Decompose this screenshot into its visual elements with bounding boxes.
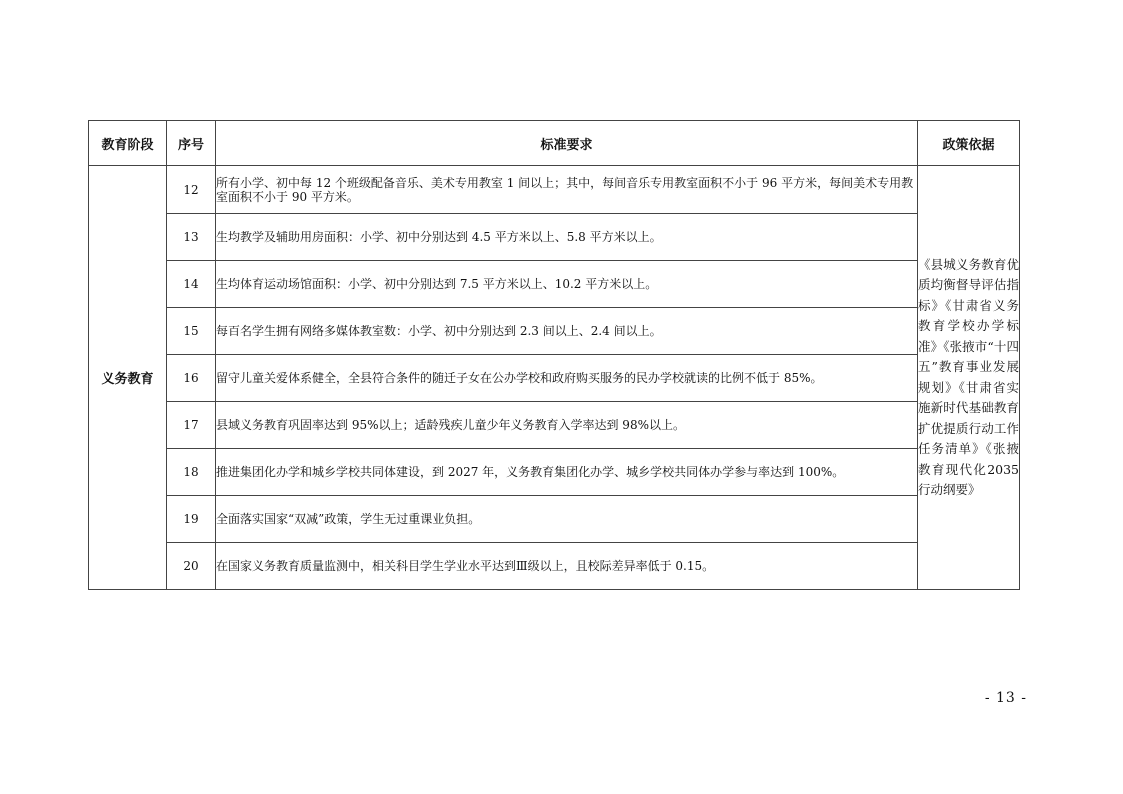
requirement-text: 全面落实国家“双减”政策，学生无过重课业负担。: [216, 496, 918, 543]
row-number: 19: [167, 496, 216, 543]
requirement-text: 在国家义务教育质量监测中，相关科目学生学业水平达到Ⅲ级以上，且校际差异率低于 0.15。: [216, 543, 918, 590]
requirement-text: 县域义务教育巩固率达到 95%以上；适龄残疾儿童少年义务教育入学率达到 98%以上。: [216, 402, 918, 449]
requirement-text: 留守儿童关爱体系健全，全县符合条件的随迁子女在公办学校和政府购买服务的民办学校就读的比例不低于 85%。: [216, 355, 918, 402]
header-policy-basis: 政策依据: [918, 121, 1020, 166]
table-row: [89, 543, 1020, 590]
page-number: - 13 -: [984, 690, 1027, 706]
table-row: [89, 355, 1020, 402]
requirement-text: 每百名学生拥有网络多媒体教室数：小学、初中分别达到 2.3 间以上、2.4 间以上。: [216, 308, 918, 355]
table-row: [89, 308, 1020, 355]
requirement-text: 生均体育运动场馆面积：小学、初中分别达到 7.5 平方米以上、10.2 平方米以上。: [216, 261, 918, 308]
row-number: 18: [167, 449, 216, 496]
row-number: 20: [167, 543, 216, 590]
row-number: 15: [167, 308, 216, 355]
row-number: 13: [167, 214, 216, 261]
header-stage: 教育阶段: [89, 121, 167, 166]
standards-table: [88, 120, 1020, 590]
table-row: [89, 402, 1020, 449]
table-row: [89, 166, 1020, 214]
requirement-text: 生均教学及辅助用房面积：小学、初中分别达到 4.5 平方米以上、5.8 平方米以上。: [216, 214, 918, 261]
stage-cell: 义务教育: [89, 166, 167, 590]
row-number: 14: [167, 261, 216, 308]
row-number: 12: [167, 166, 216, 214]
header-number: 序号: [167, 121, 216, 166]
table-row: [89, 261, 1020, 308]
header-requirement: 标准要求: [216, 121, 918, 166]
requirement-text: 推进集团化办学和城乡学校共同体建设，到 2027 年，义务教育集团化办学、城乡学校共同体办学参与率达到 100%。: [216, 449, 918, 496]
table-header-row: [89, 121, 1020, 166]
row-number: 17: [167, 402, 216, 449]
requirement-text: 所有小学、初中每 12 个班级配备音乐、美术专用教室 1 间以上；其中，每间音乐专用教室面积不小于 96 平方米，每间美术专用教室面积不小于 90 平方米。: [216, 166, 918, 214]
row-number: 16: [167, 355, 216, 402]
table-row: [89, 496, 1020, 543]
table-row: [89, 214, 1020, 261]
table-row: [89, 449, 1020, 496]
policy-basis-cell: 《县城义务教育优质均衡督导评估指标》《甘肃省义务教育学校办学标准》《张掖市“十四五”教育事业发展规划》《甘肃省实施新时代基础教育扩优提质行动工作任务清单》《张掖教育现代化2035 行动纲要》: [918, 166, 1020, 590]
